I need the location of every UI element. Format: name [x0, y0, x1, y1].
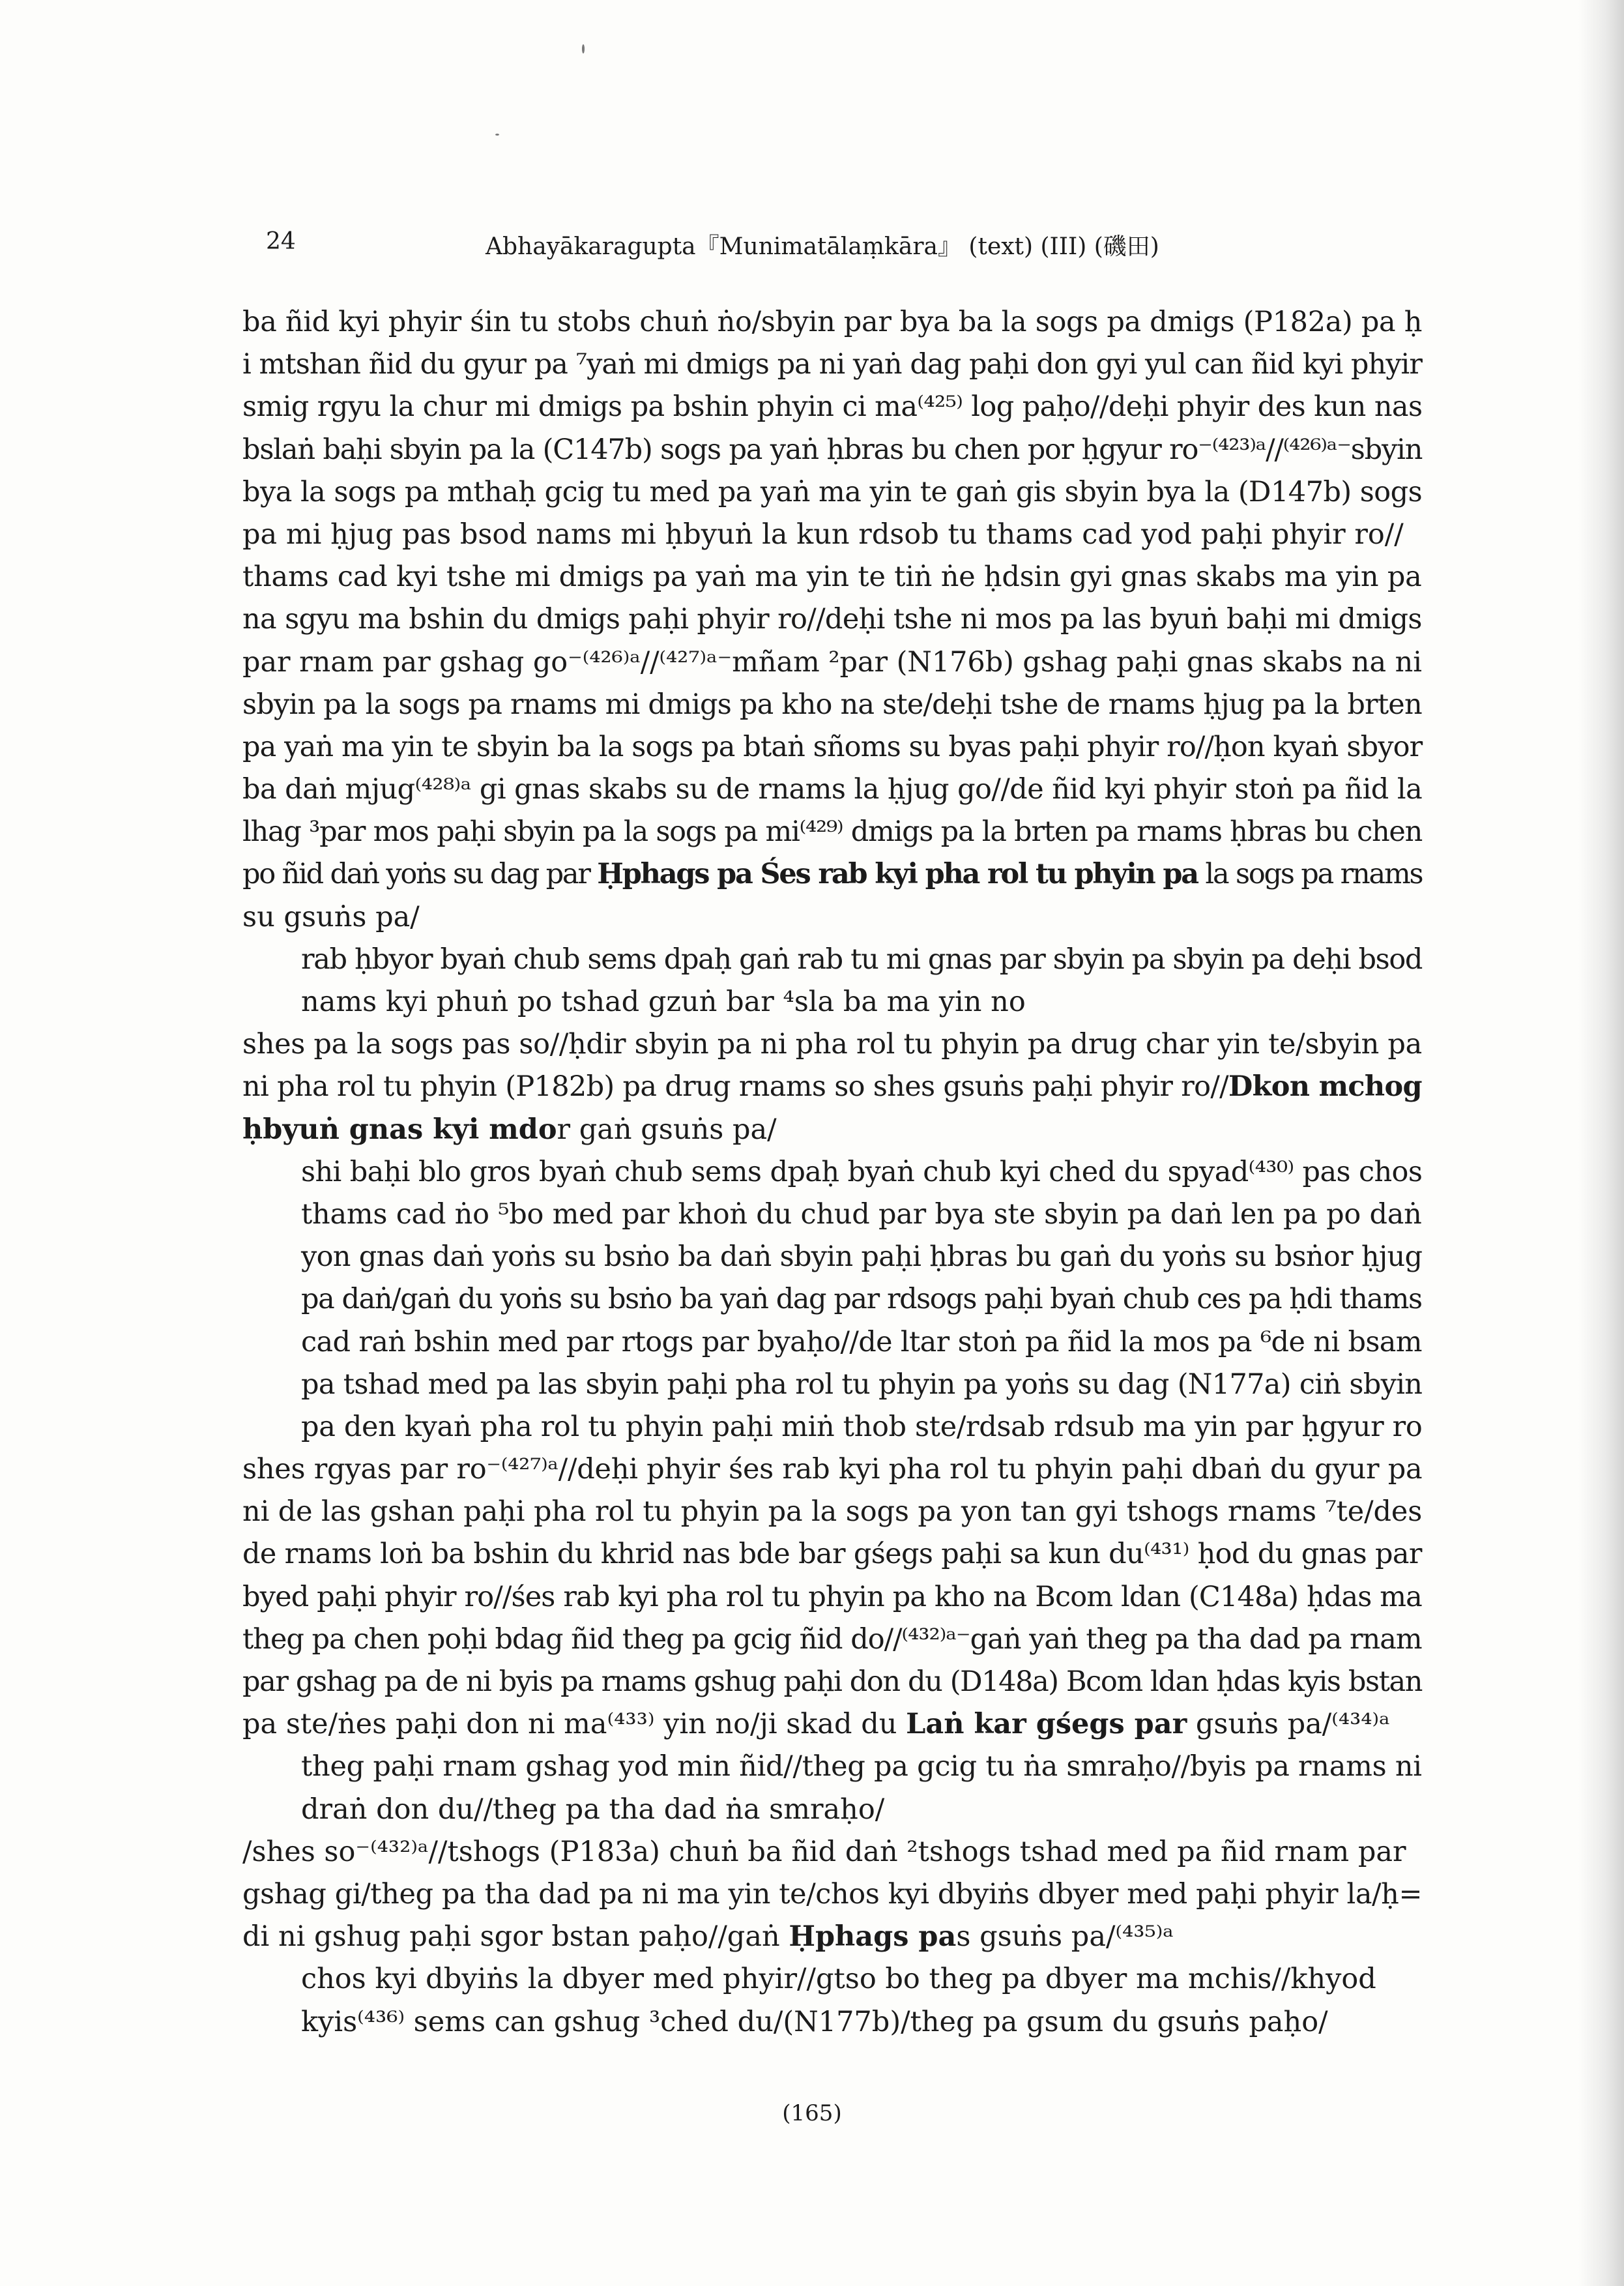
quote-line: cad raṅ bshin med par rtogs par byaḥo//de ltar stoṅ pa ñid la mos pa ⁶de ni bsam — [301, 1325, 1422, 1358]
text-line: pa ste/ṅes paḥi don ni ma⁽⁴³³⁾ yin no/ji skad du Laṅ kar gśegs par gsuṅs pa/⁽⁴³⁴⁾ᵃ — [242, 1708, 1390, 1741]
text-line: smig rgyu la chur mi dmigs pa bshin phyin ci ma⁽⁴²⁵⁾ log paḥo//deḥi phyir des kun nas — [242, 390, 1423, 424]
quote-line: draṅ don du//theg pa tha dad ṅa smraḥo/ — [301, 1793, 885, 1826]
text-line: /shes so⁻⁽⁴³²⁾ᵃ//tshogs (P183a) chuṅ ba ñid daṅ ²tshogs tshad med pa ñid rnam par — [242, 1835, 1406, 1868]
text-line: ḥbyuṅ gnas kyi mdor gaṅ gsuṅs pa/ — [242, 1113, 777, 1146]
scan-speck — [582, 44, 585, 53]
text-line: na sgyu ma bshin du dmigs paḥi phyir ro//deḥi tshe ni mos pa las byuṅ baḥi mi dmigs — [242, 603, 1422, 636]
text-line: par rnam par gshag go⁻⁽⁴²⁶⁾ᵃ//⁽⁴²⁷⁾ᵃ⁻mñam ²par (N176b) gshag paḥi gnas skabs na ni — [242, 645, 1422, 679]
quote-line: kyis⁽⁴³⁶⁾ sems can gshug ³ched du/(N177b)/theg pa gsum du gsuṅs paḥo/ — [301, 2005, 1328, 2038]
text-line: sbyin pa la sogs pa rnams mi dmigs pa kho na ste/deḥi tshe de rnams ḥjug pa la brten — [242, 688, 1422, 721]
quote-line: shi baḥi blo gros byaṅ chub sems dpaḥ byaṅ chub kyi ched du spyad⁽⁴³⁰⁾ pas chos — [301, 1155, 1423, 1188]
page-edge-shadow — [1578, 0, 1624, 2286]
text-line: gshag gi/theg pa tha dad pa ni ma yin te/chos kyi dbyiṅs dbyer med paḥi phyir la/ḥ= — [242, 1877, 1423, 1911]
quote-line: rab ḥbyor byaṅ chub sems dpaḥ gaṅ rab tu mi gnas par sbyin pa sbyin pa deḥi bsod — [301, 943, 1423, 976]
text-line: shes rgyas par ro⁻⁽⁴²⁷⁾ᵃ//deḥi phyir śes rab kyi pha rol tu phyin paḥi dbaṅ du gyur pa — [242, 1453, 1423, 1486]
text-line: pa yaṅ ma yin te sbyin ba la sogs pa btaṅ sñoms su byas paḥi phyir ro//ḥon kyaṅ sbyor — [242, 730, 1423, 763]
quote-line: pa den kyaṅ pha rol tu phyin paḥi miṅ thob ste/rdsab rdsub ma yin par ḥgyur ro — [301, 1410, 1423, 1443]
text-line: bya la sogs pa mthaḥ gcig tu med pa yaṅ ma yin te gaṅ gis sbyin bya la (D147b) sogs — [242, 475, 1423, 508]
text-line: shes pa la sogs pas so//ḥdir sbyin pa ni pha rol tu phyin pa drug char yin te/sbyin pa — [242, 1028, 1422, 1061]
text-line: i mtshan ñid du gyur pa ⁷yaṅ mi dmigs pa ni yaṅ dag paḥi don gyi yul can ñid kyi phyir — [242, 348, 1422, 381]
text-line: byed paḥi phyir ro//śes rab kyi pha rol tu phyin pa kho na Bcom ldan (C148a) ḥdas ma — [242, 1580, 1422, 1613]
text-line: pa mi ḥjug pas bsod nams mi ḥbyuṅ la kun rdsob tu thams cad yod paḥi phyir ro// — [242, 518, 1404, 551]
running-title: Abhayākaragupta『Munimatālaṃkāra』 (text) (III) (磯田) — [486, 233, 1159, 260]
text-line: ba daṅ mjug⁽⁴²⁸⁾ᵃ gi gnas skabs su de rnams la ḥjug go//de ñid kyi phyir stoṅ pa ñid la — [242, 773, 1423, 806]
quote-line: yon gnas daṅ yoṅs su bsṅo ba daṅ sbyin paḥi ḥbras bu gaṅ du yoṅs su bsṅor ḥjug — [301, 1240, 1423, 1274]
text-line: par gshag pa de ni byis pa rnams gshug paḥi don du (D148a) Bcom ldan ḥdas kyis bstan — [242, 1665, 1423, 1698]
text-line: di ni gshug paḥi sgor bstan paḥo//gaṅ Ḥphags pas gsuṅs pa/⁽⁴³⁵⁾ᵃ — [242, 1920, 1174, 1954]
text-line: theg pa chen poḥi bdag ñid theg pa gcig ñid do//⁽⁴³²⁾ᵃ⁻gaṅ yaṅ theg pa tha dad pa rnam — [242, 1622, 1422, 1656]
page-number: 24 — [266, 228, 296, 255]
text-line: po ñid daṅ yoṅs su dag par Ḥphags pa Śes rab kyi pha rol tu phyin pa la sogs pa rnams — [242, 858, 1423, 891]
quote-line: chos kyi dbyiṅs la dbyer med phyir//gtso bo theg pa dbyer ma mchis//khyod — [301, 1963, 1376, 1996]
text-line: su gsuṅs pa/ — [242, 900, 420, 933]
main-text — [242, 301, 1422, 2044]
text-line: ni de las gshan paḥi pha rol tu phyin pa la sogs pa yon tan gyi tshogs rnams ⁷te/des — [242, 1495, 1423, 1529]
text-line: ba ñid kyi phyir śin tu stobs chuṅ ṅo/sbyin par bya ba la sogs pa dmigs (P182a) pa ḥ — [242, 306, 1423, 338]
running-header — [0, 228, 1624, 267]
text-line: de rnams loṅ ba bshin du khrid nas bde bar gśegs paḥi sa kun du⁽⁴³¹⁾ ḥod du gnas par — [242, 1538, 1422, 1571]
quote-line: pa tshad med pa las sbyin paḥi pha rol tu phyin pa yoṅs su dag (N177a) ciṅ sbyin — [301, 1368, 1423, 1401]
text-line: thams cad kyi tshe mi dmigs pa yaṅ ma yin te tiṅ ṅe ḥdsin gyi gnas skabs ma yin pa — [242, 561, 1422, 594]
quote-line: pa daṅ/gaṅ du yoṅs su bsṅo ba yaṅ dag par rdsogs paḥi byaṅ chub ces pa ḥdi thams — [301, 1283, 1422, 1316]
quote-line: nams kyi phuṅ po tshad gzuṅ bar ⁴sla ba ma yin no — [301, 986, 1026, 1018]
quote-line: thams cad ṅo ⁵bo med par khoṅ du chud par bya ste sbyin pa daṅ len pa po daṅ — [301, 1197, 1422, 1231]
scan-speck — [495, 134, 499, 136]
text-line: bslaṅ baḥi sbyin pa la (C147b) sogs pa yaṅ ḥbras bu chen por ḥgyur ro⁻⁽⁴²³⁾ᵃ//⁽⁴²⁶⁾ᵃ⁻sbyin — [242, 433, 1423, 466]
folio-number: (165) — [782, 2100, 842, 2126]
text-line: ni pha rol tu phyin (P182b) pa drug rnams so shes gsuṅs paḥi phyir ro//Dkon mchog — [242, 1070, 1422, 1104]
quote-line: theg paḥi rnam gshag yod min ñid//theg pa gcig tu ṅa smraḥo//byis pa rnams ni — [301, 1750, 1422, 1783]
text-line: lhag ³par mos paḥi sbyin pa la sogs pa mi⁽⁴²⁹⁾ dmigs pa la brten pa rnams ḥbras bu chen — [242, 815, 1423, 849]
